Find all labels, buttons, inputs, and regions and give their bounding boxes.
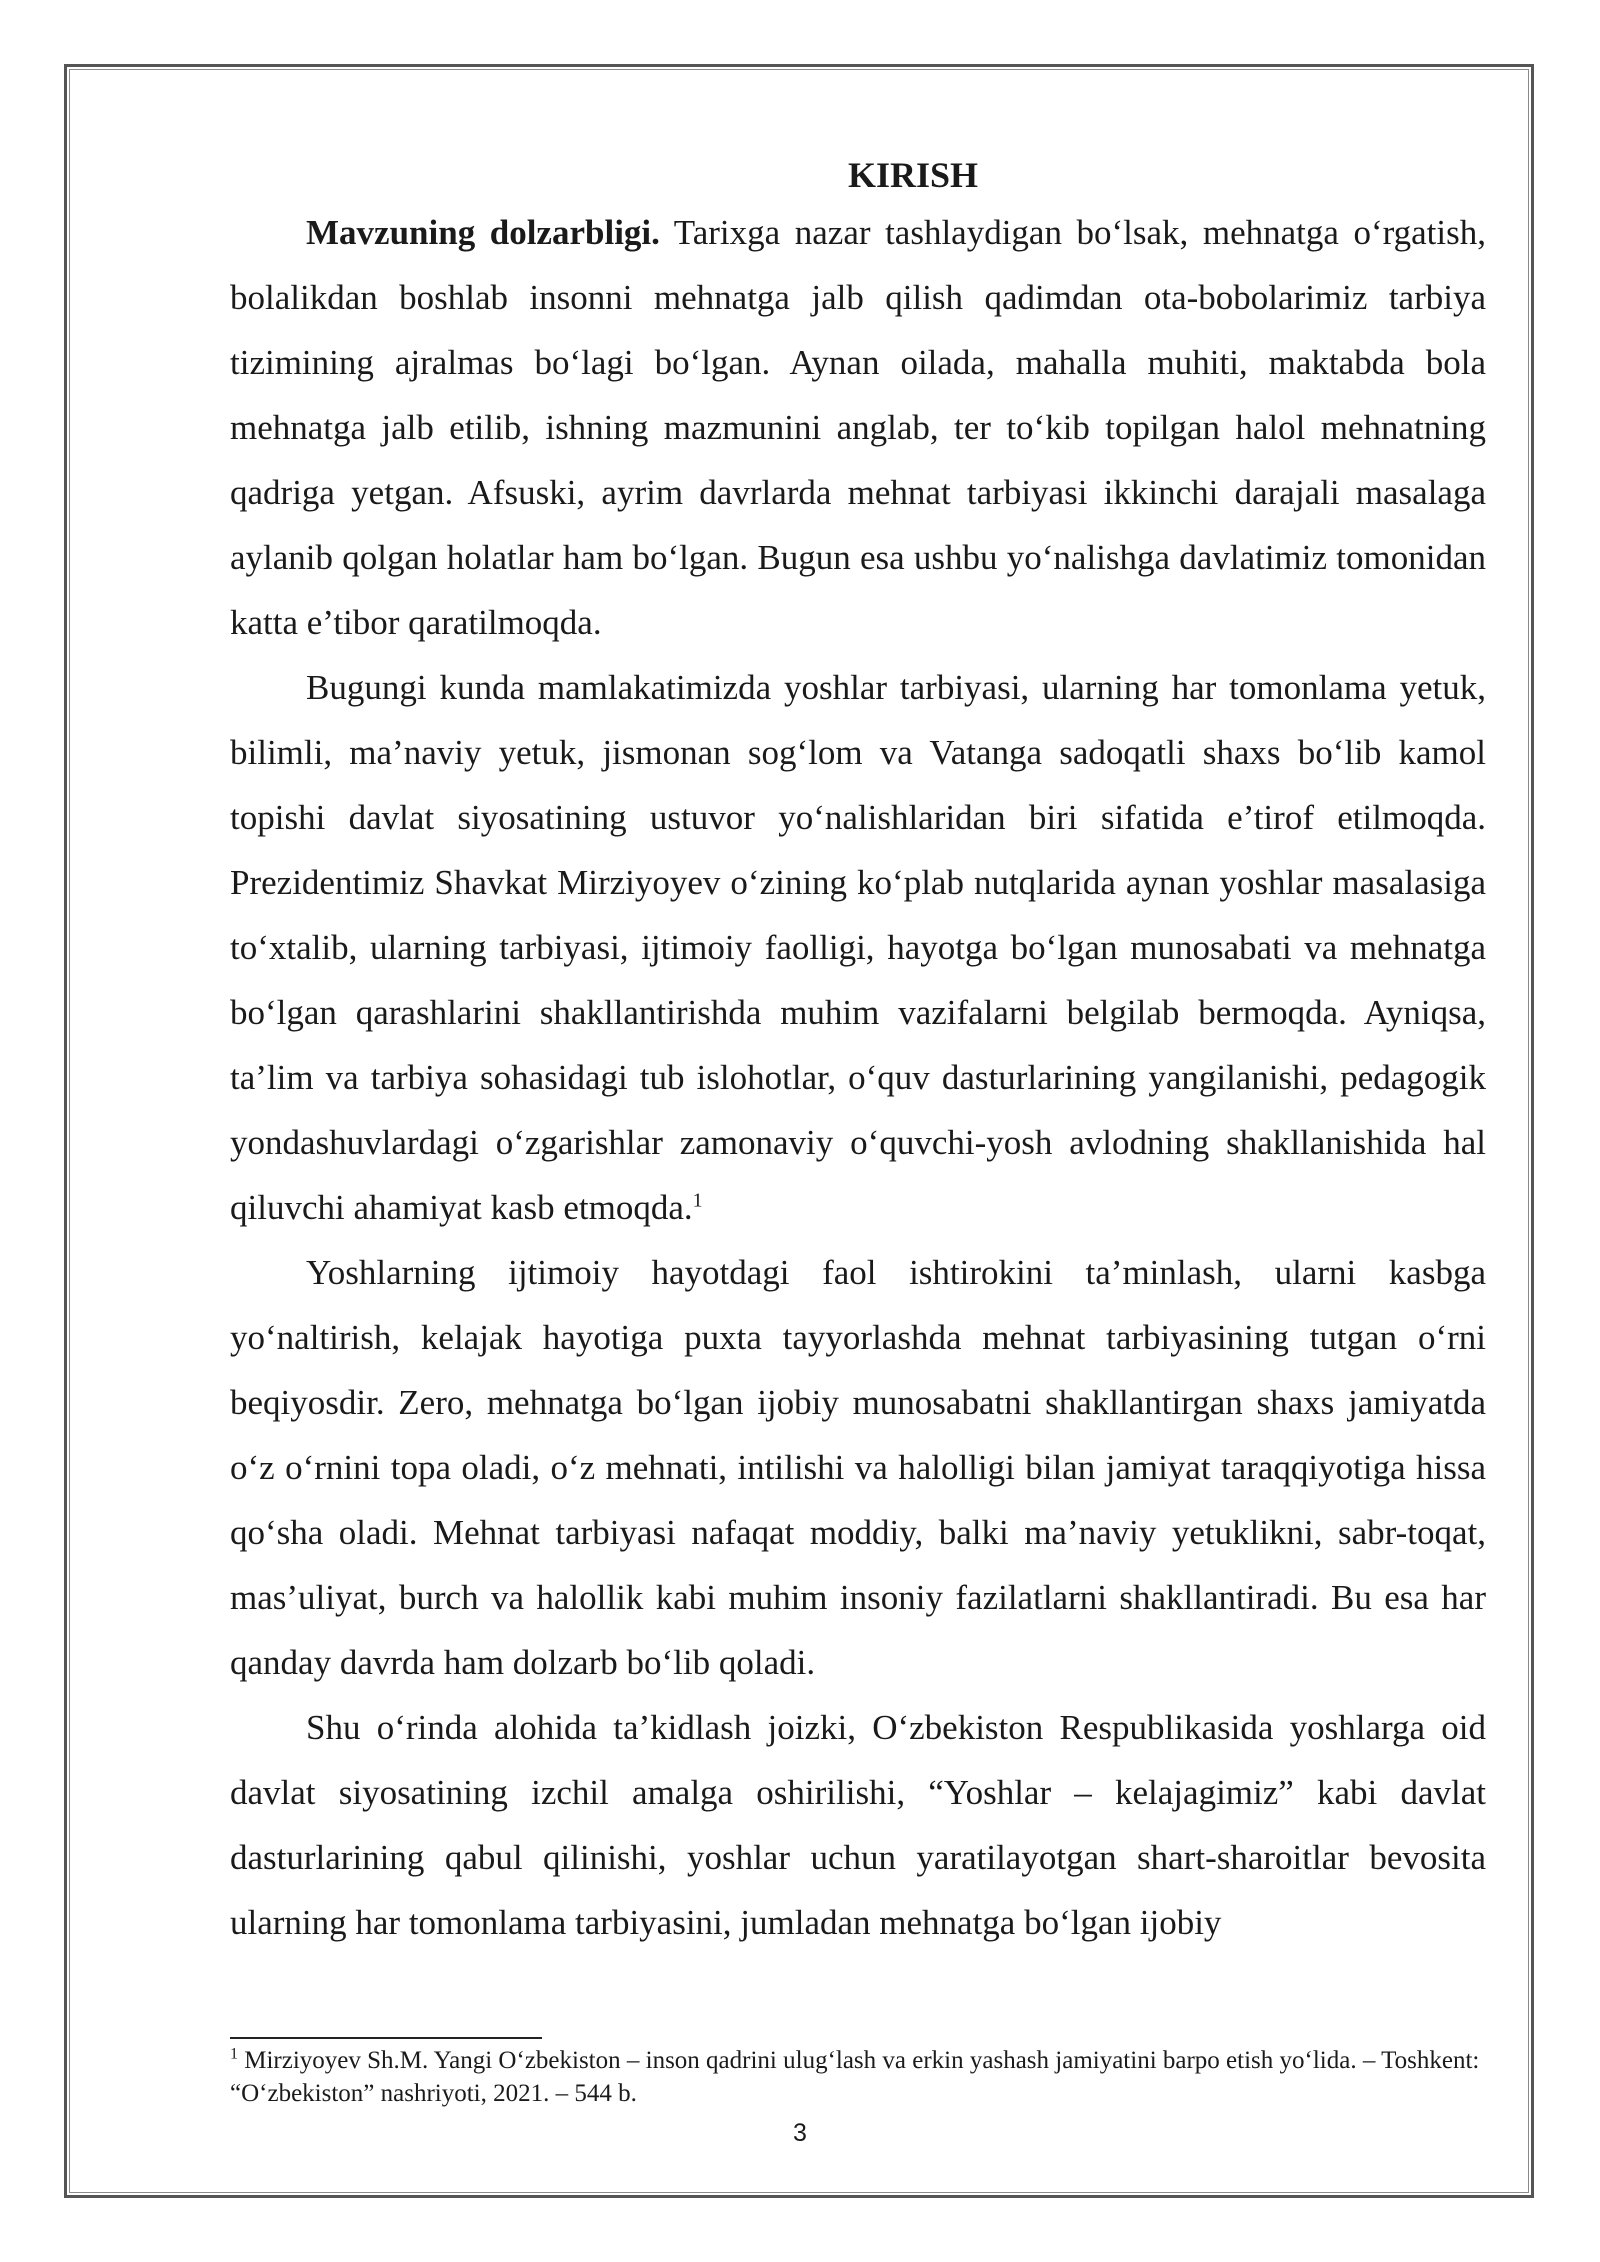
paragraph-3-text: Yoshlarning ijtimoiy hayotdagi faol ishtirokini ta’minlash, ularni kasbga yo‘naltirish, kelajak hayotiga puxta tayyorlashda mehnat tarbiyasining tutgan o‘rni beqiyosdir. Zero, mehnatga bo‘lgan ijobiy munosabatni shakllantirgan shaxs jamiyatda o‘z o‘rnini topa oladi, o‘z mehnati, intilishi va halolligi bilan jamiyat taraqqiyotiga hissa qo‘sha oladi. Mehnat tarbiyasi nafaqat moddiy, balki ma’naviy yetuklikni, sabr-toqat, mas’uliyat, burch va halollik kabi muhim insoniy fazilatlarni shakllantiradi. Bu esa har qanday davrda ham dolzarb bo‘lib qoladi. [230,1253,1486,1682]
paragraph-2 [230,655,1486,1240]
paragraph-1-text: Tarixga nazar tashlaydigan bo‘lsak, mehnatga o‘rgatish, bolalikdan boshlab insonni mehnatga jalb qilish qadimdan ota-bobolarimiz tarbiya tizimining ajralmas bo‘lagi bo‘lgan. Aynan oilada, mahalla muhiti, maktabda bola mehnatga jalb etilib, ishning mazmunini anglab, ter to‘kib topilgan halol mehnatning qadriga yetgan. Afsuski, ayrim davrlarda mehnat tarbiyasi ikkinchi darajali masalaga aylanib qolgan holatlar ham bo‘lgan. Bugun esa ushbu yo‘nalishga davlatimiz tomonidan katta e’tibor qaratilmoqda. [230,213,1486,642]
footnote [230,2044,1486,2110]
paragraph-3 [230,1240,1486,1695]
page-body [230,150,1486,1955]
paragraph-4 [230,1695,1486,1955]
footnote-separator [230,2037,542,2039]
footnote-number: 1 [230,2045,238,2063]
page-number: 3 [793,2119,807,2147]
footnote-reference[interactable]: 1 [692,1189,703,1212]
paragraph-lead: Mavzuning dolzarbligi. [306,213,660,252]
footnote-text: Mirziyoyev Sh.M. Yangi O‘zbekiston – inson qadrini ulug‘lash va erkin yashash jamiyatini barpo etish yo‘lida. – Toshkent: “O‘zbekiston” nashriyoti, 2021. – 544 b. [230,2047,1480,2107]
paragraph-2-text: Bugungi kunda mamlakatimizda yoshlar tarbiyasi, ularning har tomonlama yetuk, bilimli, ma’naviy yetuk, jismonan sog‘lom va Vatanga sadoqatli shaxs bo‘lib kamol topishi davlat siyosatining ustuvor yo‘nalishlaridan biri sifatida e’tirof etilmoqda. Prezidentimiz Shavkat Mirziyoyev o‘zining ko‘plab nutqlarida aynan yoshlar masalasiga to‘xtalib, ularning tarbiyasi, ijtimoiy faolligi, hayotga bo‘lgan munosabati va mehnatga bo‘lgan qarashlarini shakllantirishda muhim vazifalarni belgilab bermoqda. Ayniqsa, ta’lim va tarbiya sohasidagi tub islohotlar, o‘quv dasturlarining yangilanishi, pedagogik yondashuvlardagi o‘zgarishlar zamonaviy o‘quvchi-yosh avlodning shakllanishida hal qiluvchi ahamiyat kasb etmoqda. [230,668,1486,1227]
paragraph-1 [230,200,1486,655]
paragraph-4-text: Shu o‘rinda alohida ta’kidlash joizki, O‘zbekiston Respublikasida yoshlarga oid davlat siyosatining izchil amalga oshirilishi, “Yoshlar – kelajagimiz” kabi davlat dasturlarining qabul qilinishi, yoshlar uchun yaratilayotgan shart-sharoitlar bevosita ularning har tomonlama tarbiyasini, jumladan mehnatga bo‘lgan ijobiy [230,1708,1486,1942]
section-heading: KIRISH [847,155,979,195]
